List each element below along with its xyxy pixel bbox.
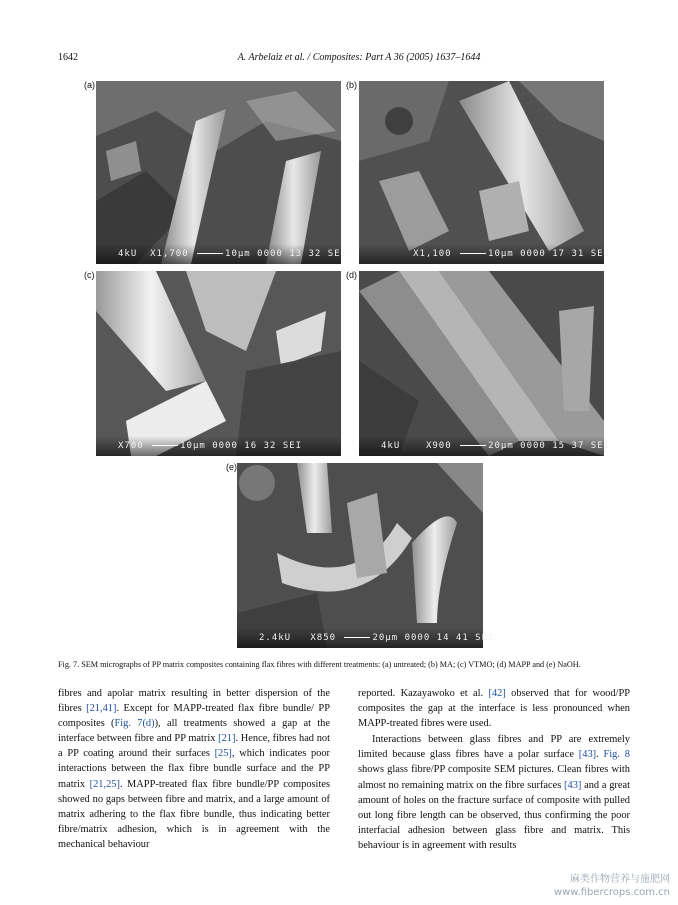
figure-caption: Fig. 7. SEM micrographs of PP matrix composites containing flax fibres with different treatments: (a) untreated; (b) MA; (c) VTMO; (d) MAPP and (e) NaOH. xyxy=(58,660,581,669)
scale-bar-c: X700 10μm 0000 16 32 SEI xyxy=(96,436,341,456)
citation-link[interactable]: [21] xyxy=(218,733,236,745)
citation-link[interactable]: [21,41] xyxy=(86,703,117,715)
figure-link[interactable]: Fig. 7(d) xyxy=(114,718,155,730)
citation-link[interactable]: [21,25] xyxy=(89,778,120,790)
citation-link[interactable]: [42] xyxy=(488,688,506,699)
citation-link[interactable]: [43] xyxy=(578,749,597,761)
sem-micrograph-c xyxy=(96,271,341,456)
figure-link[interactable]: Fig. 8 xyxy=(603,749,630,761)
body-left-column xyxy=(58,686,330,852)
panel-label-b: (b) xyxy=(346,80,357,90)
body-right-column xyxy=(358,686,630,853)
scale-bar-a: 4kU X1,700 10μm 0000 13 32 SEI xyxy=(96,244,341,264)
sem-micrograph-b xyxy=(359,81,610,264)
citation-link[interactable]: [43] xyxy=(564,779,582,791)
right-paragraph-1: reported. Kazayawoko et al. [42] observed that for wood/PP composites the gap at the interface is less pronounced when MAPP-treated fibres were used. xyxy=(358,688,630,730)
scale-bar-e: 2.4kU X850 20μm 0000 14 41 SEI xyxy=(237,628,483,648)
right-paragraph-2: Interactions between glass fibres and PP are extremely limited because glass fibres have a polar surface [43]. Fig. 8 shows glass fibre/PP composite SEM pictures. Clean fibres with almost no remaining matrix on the fibre surfaces [43] and a great amount of holes on the fracture surface of composite with pulled out long fibre length can be observed, thus confirming the poor interfacial adhesion between glass fibre and matrix. This behaviour is in agreement with results xyxy=(358,734,630,851)
panel-label-e: (e) xyxy=(226,462,237,472)
left-paragraph: fibres and apolar matrix resulting in better dispersion of the fibres [21,41]. Except for MAPP-treated flax fibre bundle/ PP composites (Fig. 7(d)), all treatments showed a gap at the interface between fibre and PP matrix [21]. Hence, fibres had not a PP coating around their surfaces [25], which indicates poor interactions between the flax fibre bundle surface and the PP matrix [21,25]. MAPP-treated flax fibre bundle/PP composites showed no gaps between fibre and matrix, and a large amount of matrix adhering to the flax fibre bundle, thus indicating better fibre/matrix adhesion, which is in agreement with the mechanical behaviour xyxy=(58,688,330,850)
running-head: A. Arbelaiz et al. / Composites: Part A 36 (2005) 1637–1644 xyxy=(237,52,481,63)
citation-link[interactable]: [25] xyxy=(214,748,232,760)
watermark: 麻类作物营养与施肥网 www.fibercrops.com.cn xyxy=(553,874,670,898)
sem-micrograph-d xyxy=(359,271,611,456)
scale-bar-b: X1,100 10μm 0000 17 31 SEI xyxy=(359,244,604,264)
panel-label-a: (a) xyxy=(84,80,95,90)
panel-label-c: (c) xyxy=(84,270,95,280)
panel-label-d: (d) xyxy=(346,270,357,280)
scale-bar-d: 4kU X900 20μm 0000 15 37 SEI xyxy=(359,436,604,456)
page-number: 1642 xyxy=(58,52,78,63)
sem-micrograph-e xyxy=(237,463,495,648)
sem-micrograph-a xyxy=(96,81,348,264)
